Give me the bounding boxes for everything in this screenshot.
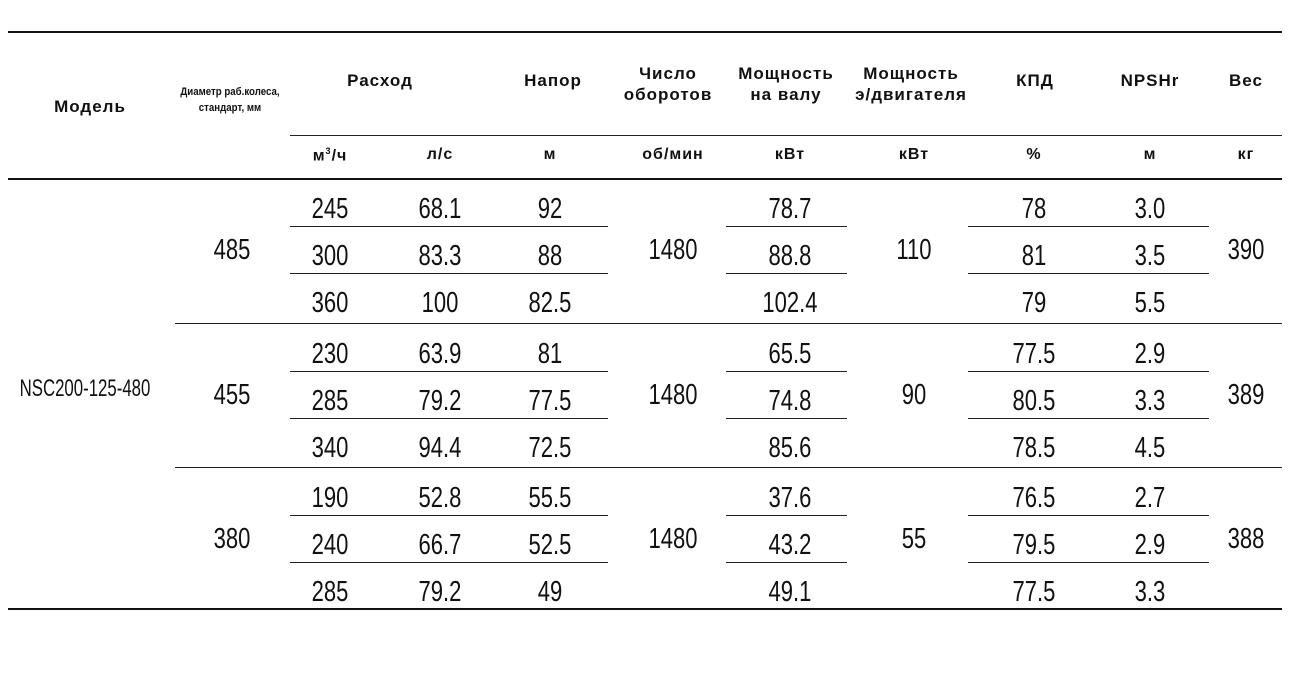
unit-npshr: м — [1143, 146, 1157, 163]
row-rule — [290, 562, 608, 563]
row-rule — [726, 515, 847, 516]
flow-m3h-cell: 245 — [311, 193, 349, 225]
speed-cell: 1480 — [648, 379, 698, 411]
row-rule — [968, 371, 1209, 372]
header-shaft-line2: на валу — [750, 85, 822, 104]
weight-cell: 390 — [1227, 234, 1265, 266]
shaft-cell: 49.1 — [768, 576, 812, 608]
flow-m3h-cell: 360 — [311, 287, 349, 319]
npshr-cell: 5.5 — [1134, 287, 1166, 319]
flow-m3h-cell: 300 — [311, 240, 349, 272]
flow-m3h-cell: 340 — [311, 432, 349, 464]
unit-flow-ls: л/с — [426, 146, 454, 163]
eff-cell: 78.5 — [1012, 432, 1056, 464]
model-name: NSC200-125-480 — [19, 375, 151, 402]
eff-cell: 79.5 — [1012, 529, 1056, 561]
flow-m3h-cell: 285 — [311, 385, 349, 417]
shaft-cell: 78.7 — [768, 193, 812, 225]
shaft-cell: 74.8 — [768, 385, 812, 417]
motor-power-cell: 110 — [896, 234, 932, 266]
header-shaft-line1: Мощность — [738, 64, 834, 83]
row-rule — [290, 371, 608, 372]
unit-motor: кВт — [898, 146, 930, 163]
row-rule — [968, 418, 1209, 419]
eff-cell: 76.5 — [1012, 482, 1056, 514]
npshr-cell: 3.3 — [1134, 576, 1166, 608]
unit-shaft: кВт — [774, 146, 806, 163]
row-rule — [290, 515, 608, 516]
flow-ls-cell: 79.2 — [418, 385, 462, 417]
npshr-cell: 3.0 — [1134, 193, 1166, 225]
header-diameter-line2: стандарт, мм — [198, 102, 262, 114]
eff-cell: 81 — [1021, 240, 1047, 272]
flow-m3h-cell: 240 — [311, 529, 349, 561]
shaft-cell: 88.8 — [768, 240, 812, 272]
header-weight: Вес — [1229, 71, 1263, 90]
header-npshr: NPSHr — [1120, 71, 1180, 90]
eff-cell: 79 — [1021, 287, 1047, 319]
flow-ls-cell: 79.2 — [418, 576, 462, 608]
row-rule — [290, 226, 608, 227]
flow-ls-cell: 100 — [421, 287, 459, 319]
npshr-cell: 3.3 — [1134, 385, 1166, 417]
diameter-cell: 380 — [213, 523, 251, 555]
speed-cell: 1480 — [648, 523, 698, 555]
header-bottom-rule — [8, 178, 1282, 180]
unit-flow-m3h: $м^3/ч$ — [312, 146, 348, 165]
header-mid-rule — [290, 135, 1282, 136]
row-rule — [726, 226, 847, 227]
npshr-cell: 2.7 — [1134, 482, 1166, 514]
head-cell: 72.5 — [528, 432, 572, 464]
flow-ls-cell: 94.4 — [418, 432, 462, 464]
eff-cell: 77.5 — [1012, 338, 1056, 370]
eff-cell: 80.5 — [1012, 385, 1056, 417]
shaft-cell: 102.4 — [762, 287, 818, 319]
head-cell: 49 — [537, 576, 563, 608]
header-model: Модель — [54, 97, 126, 116]
weight-cell: 389 — [1227, 379, 1265, 411]
eff-cell: 77.5 — [1012, 576, 1056, 608]
flow-ls-cell: 68.1 — [418, 193, 462, 225]
flow-ls-cell: 66.7 — [418, 529, 462, 561]
header-diameter-line1: Диаметр раб.колеса, — [180, 86, 280, 98]
flow-ls-cell: 52.8 — [418, 482, 462, 514]
eff-cell: 78 — [1021, 193, 1047, 225]
row-rule — [968, 562, 1209, 563]
row-rule — [726, 418, 847, 419]
head-cell: 92 — [537, 193, 563, 225]
group-rule — [175, 467, 1282, 468]
head-cell: 82.5 — [528, 287, 572, 319]
header-motor-line2: э/двигателя — [855, 85, 967, 104]
speed-cell: 1480 — [648, 234, 698, 266]
flow-m3h-cell: 230 — [311, 338, 349, 370]
header-efficiency: КПД — [1016, 71, 1054, 90]
weight-cell: 388 — [1227, 523, 1265, 555]
npshr-cell: 4.5 — [1134, 432, 1166, 464]
npshr-cell: 3.5 — [1134, 240, 1166, 272]
row-rule — [726, 273, 847, 274]
npshr-cell: 2.9 — [1134, 529, 1166, 561]
npshr-cell: 2.9 — [1134, 338, 1166, 370]
header-head: Напор — [524, 71, 582, 90]
flow-m3h-cell: 285 — [311, 576, 349, 608]
row-rule — [726, 562, 847, 563]
shaft-cell: 43.2 — [768, 529, 812, 561]
header-speed-line1: Число — [639, 64, 697, 83]
head-cell: 55.5 — [528, 482, 572, 514]
row-rule — [726, 371, 847, 372]
diameter-cell: 455 — [213, 379, 251, 411]
header-speed-line2: оборотов — [623, 85, 713, 104]
head-cell: 81 — [537, 338, 563, 370]
row-rule — [968, 273, 1209, 274]
row-rule — [968, 515, 1209, 516]
header-flow: Расход — [347, 71, 413, 90]
unit-speed: об/мин — [642, 146, 704, 163]
unit-efficiency: % — [1026, 146, 1042, 163]
motor-power-cell: 90 — [901, 379, 927, 411]
row-rule — [290, 418, 608, 419]
group-rule — [175, 323, 1282, 324]
head-cell: 77.5 — [528, 385, 572, 417]
header-motor-line1: Мощность — [863, 64, 959, 83]
shaft-cell: 85.6 — [768, 432, 812, 464]
motor-power-cell: 55 — [901, 523, 927, 555]
head-cell: 52.5 — [528, 529, 572, 561]
row-rule — [290, 273, 608, 274]
row-rule — [968, 226, 1209, 227]
flow-m3h-cell: 190 — [311, 482, 349, 514]
unit-head: м — [543, 146, 557, 163]
diameter-cell: 485 — [213, 234, 251, 266]
flow-ls-cell: 83.3 — [418, 240, 462, 272]
flow-ls-cell: 63.9 — [418, 338, 462, 370]
shaft-cell: 65.5 — [768, 338, 812, 370]
table-top-rule — [8, 31, 1282, 33]
head-cell: 88 — [537, 240, 563, 272]
unit-weight: кг — [1237, 146, 1255, 163]
table-bottom-rule — [8, 608, 1282, 610]
shaft-cell: 37.6 — [768, 482, 812, 514]
